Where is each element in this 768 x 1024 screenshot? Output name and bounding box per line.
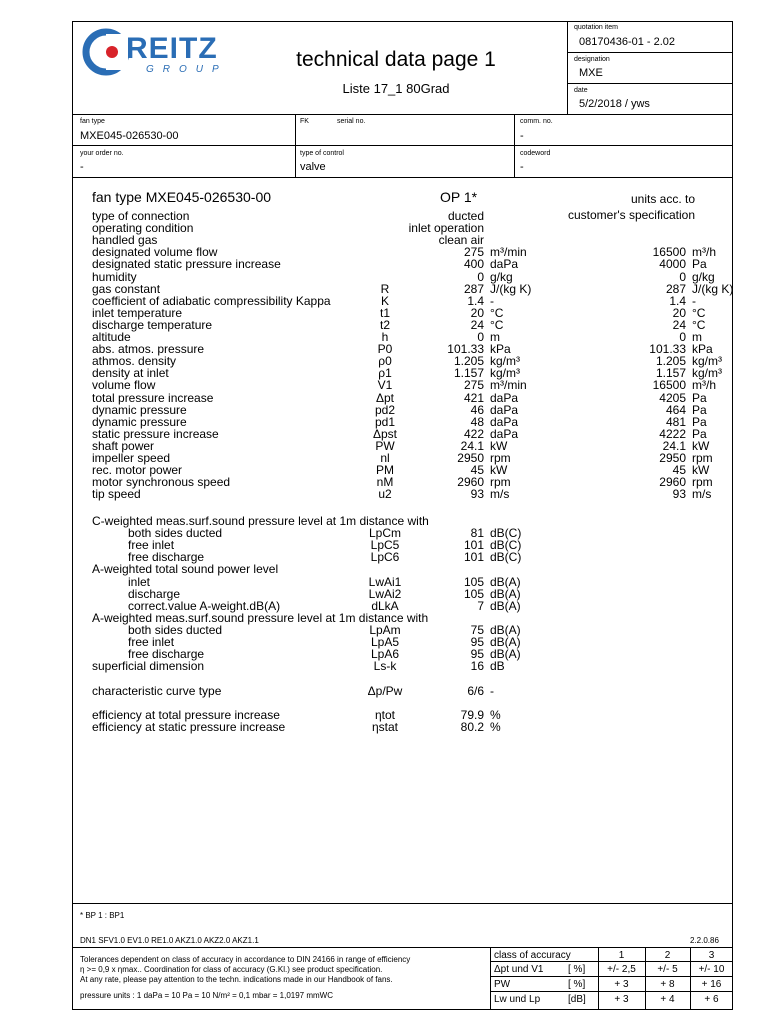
row-v1: 24.1 bbox=[460, 439, 484, 453]
row-sym: h bbox=[381, 330, 389, 344]
row-u1: daPa bbox=[490, 403, 519, 417]
row-v1: 0 bbox=[477, 330, 484, 344]
comm-value: - bbox=[520, 130, 524, 142]
row-u1: rpm bbox=[490, 451, 511, 465]
row-sym: LpA5 bbox=[370, 635, 400, 649]
codeword-label: codeword bbox=[520, 150, 551, 157]
row-sym: LpCm bbox=[368, 526, 401, 540]
units-note-line1: units acc. to bbox=[630, 192, 695, 206]
row-v2: 24.1 bbox=[662, 439, 686, 453]
row-u2: - bbox=[692, 294, 696, 308]
table-row bbox=[0, 624, 680, 636]
table-row bbox=[0, 576, 680, 588]
company-logo bbox=[80, 26, 240, 86]
version-string: DN1 SFV1.0 EV1.0 RE1.0 AKZ1.0 AKZ2.0 AKZ1.1 bbox=[80, 936, 259, 945]
tolerance-line-2: η >= 0,9 x ηmax.. Coordination for class of accuracy (G.Kl.) see product specification. bbox=[80, 965, 383, 974]
row-u1: % bbox=[490, 708, 501, 722]
row-u1: m³/min bbox=[490, 245, 527, 259]
fk-label: FK bbox=[300, 118, 309, 125]
table-row bbox=[0, 487, 712, 501]
row-u1: J/(kg K) bbox=[490, 282, 532, 296]
header-right-divider bbox=[567, 21, 568, 114]
row-v1: 421 bbox=[463, 391, 484, 405]
row-u1: - bbox=[490, 294, 494, 308]
row-sym: PW bbox=[375, 439, 395, 453]
row-u1: kg/m³ bbox=[490, 354, 520, 368]
row-u1: dB(A) bbox=[490, 575, 521, 589]
serial-label: serial no. bbox=[337, 118, 366, 125]
row-v2: 2950 bbox=[659, 451, 686, 465]
row-v1: 101.33 bbox=[447, 342, 484, 356]
row-u1: kW bbox=[490, 463, 508, 477]
row-label: athmos. density bbox=[92, 354, 177, 368]
table-row bbox=[0, 563, 680, 575]
row-v2: 0 bbox=[679, 270, 686, 284]
accuracy-cell: + 16 bbox=[701, 979, 722, 990]
row-sym: pd1 bbox=[374, 415, 396, 429]
table-row bbox=[0, 257, 707, 271]
accuracy-cell: +/- 2,5 bbox=[607, 964, 636, 975]
row-u1: daPa bbox=[490, 415, 519, 429]
row-v1: 275 bbox=[463, 378, 484, 392]
accuracy-header-c1: 1 bbox=[618, 950, 625, 961]
row-sym: nM bbox=[376, 475, 394, 489]
table-row bbox=[0, 636, 680, 648]
row-u1: kg/m³ bbox=[490, 366, 520, 380]
row-sym: pd2 bbox=[374, 403, 396, 417]
row-u2: m³/h bbox=[692, 245, 716, 259]
row-label: handled gas bbox=[92, 233, 158, 247]
row-v2: 101.33 bbox=[649, 342, 686, 356]
row-sym: R bbox=[380, 282, 390, 296]
row-u1: dB(C) bbox=[490, 526, 522, 540]
row-label: gas constant bbox=[92, 282, 161, 296]
row-u2: kW bbox=[692, 439, 710, 453]
row-u2: rpm bbox=[692, 451, 713, 465]
row-u1: - bbox=[490, 684, 494, 698]
row-v1: 105 bbox=[463, 575, 484, 589]
row-u1: dB(A) bbox=[490, 635, 521, 649]
row-label: correct.value A-weight.dB(A) bbox=[128, 599, 281, 613]
row-u2: m/s bbox=[692, 487, 712, 501]
row-label: free discharge bbox=[128, 647, 205, 661]
row-u2: Pa bbox=[692, 415, 707, 429]
row-sym: LpC5 bbox=[370, 538, 400, 552]
accuracy-row-label: PW bbox=[494, 979, 511, 990]
accuracy-header-c3: 3 bbox=[708, 950, 715, 961]
row-v1: 48 bbox=[470, 415, 484, 429]
table-row bbox=[0, 515, 680, 527]
row-v1: 20 bbox=[470, 306, 484, 320]
row-v2: 4222 bbox=[659, 427, 686, 441]
row-label: operating condition bbox=[92, 221, 194, 235]
row-u2: Pa bbox=[692, 403, 707, 417]
row-sym: Δpst bbox=[372, 427, 398, 441]
row-label: discharge temperature bbox=[92, 318, 213, 332]
row-v1: 0 bbox=[477, 270, 484, 284]
row-label: volume flow bbox=[92, 378, 156, 392]
tolerance-line-3: At any rate, please pay attention to the techn. indications made in our Handbook of fans. bbox=[80, 975, 393, 984]
row-label: humidity bbox=[92, 270, 137, 284]
row-u1: dB(A) bbox=[490, 623, 521, 637]
row-v1: 422 bbox=[463, 427, 484, 441]
row-u1: dB(A) bbox=[490, 599, 521, 613]
row-sym: ρ1 bbox=[378, 366, 392, 380]
row-sym: LpA6 bbox=[370, 647, 400, 661]
quotation-item-value: 08170436-01 - 2.02 bbox=[579, 36, 676, 48]
row-v1: 24 bbox=[470, 318, 484, 332]
row-u2: m bbox=[692, 330, 702, 344]
row-sym: ηstat bbox=[371, 720, 398, 734]
fan-type-value: MXE045-026530-00 bbox=[80, 130, 179, 142]
row-v1: 95 bbox=[470, 635, 484, 649]
row-v2: 93 bbox=[672, 487, 686, 501]
row-v1: 7 bbox=[477, 599, 484, 613]
row-v1: 2960 bbox=[457, 475, 484, 489]
main-fan-type: fan type MXE045-026530-00 bbox=[92, 189, 272, 205]
accuracy-header-c2: 2 bbox=[664, 950, 671, 961]
row-v1: 79.9 bbox=[460, 708, 484, 722]
row-u1: % bbox=[490, 720, 501, 734]
row-u1: daPa bbox=[490, 391, 519, 405]
row-sym: P0 bbox=[377, 342, 393, 356]
row-label: free inlet bbox=[128, 538, 175, 552]
row-v1: inlet operation bbox=[408, 221, 484, 235]
row-label: impeller speed bbox=[92, 451, 171, 465]
row-label: type of connection bbox=[92, 209, 190, 223]
row-v1: 2950 bbox=[457, 451, 484, 465]
order-value: - bbox=[80, 161, 84, 173]
row-u1: dB(A) bbox=[490, 587, 521, 601]
row-label: dynamic pressure bbox=[92, 403, 187, 417]
footer-top-line bbox=[72, 903, 733, 904]
accuracy-row-label: Δpt und V1 bbox=[494, 964, 544, 975]
row-v2: 0 bbox=[679, 330, 686, 344]
row-u2: kW bbox=[692, 463, 710, 477]
row-v1: 45 bbox=[470, 463, 484, 477]
row-label: inlet temperature bbox=[92, 306, 183, 320]
header-bottom-line bbox=[72, 114, 733, 115]
row-u1: °C bbox=[490, 306, 504, 320]
row-u1: dB(C) bbox=[490, 538, 522, 552]
row-label: density at inlet bbox=[92, 366, 169, 380]
row-v1: 400 bbox=[463, 257, 484, 271]
page-subtitle: Liste 17_1 80Grad bbox=[342, 81, 450, 96]
quotation-item-label: quotation item bbox=[574, 24, 618, 31]
row-sym: V1 bbox=[377, 378, 393, 392]
row-label: free inlet bbox=[128, 635, 175, 649]
row-label: both sides ducted bbox=[128, 526, 223, 540]
control-label: type of control bbox=[300, 150, 344, 157]
control-value: valve bbox=[300, 161, 326, 173]
row-v1: clean air bbox=[438, 233, 484, 247]
table-row bbox=[0, 721, 680, 733]
row-label: designated static pressure increase bbox=[92, 257, 281, 271]
row-label: characteristic curve type bbox=[92, 684, 222, 698]
row-u1: daPa bbox=[490, 257, 519, 271]
row-sym: Δp/Pw bbox=[367, 684, 403, 698]
row-sym: Δpt bbox=[375, 391, 395, 405]
table-row bbox=[0, 588, 680, 600]
row-v1: 80.2 bbox=[460, 720, 484, 734]
accuracy-cell: + 3 bbox=[614, 979, 629, 990]
row-v2: 481 bbox=[665, 415, 686, 429]
row-sym: LwAi2 bbox=[368, 587, 402, 601]
accuracy-cell: +/- 10 bbox=[698, 964, 725, 975]
row-label: dynamic pressure bbox=[92, 415, 187, 429]
row-v1: 46 bbox=[470, 403, 484, 417]
table-row bbox=[0, 660, 680, 672]
row-u1: m/s bbox=[490, 487, 510, 501]
row-label: C-weighted meas.surf.sound pressure level at 1m distance with bbox=[92, 514, 429, 528]
date-label: date bbox=[574, 87, 588, 94]
row-u2: °C bbox=[692, 318, 706, 332]
row-u1: daPa bbox=[490, 427, 519, 441]
row-label: free discharge bbox=[128, 550, 205, 564]
row-u1: m³/min bbox=[490, 378, 527, 392]
row-label: discharge bbox=[128, 587, 181, 601]
accuracy-row-unit: [dB] bbox=[568, 994, 586, 1005]
row-v2: 4000 bbox=[659, 257, 686, 271]
row-u1: g/kg bbox=[490, 270, 513, 284]
row-u1: m bbox=[490, 330, 500, 344]
row-label: total pressure increase bbox=[92, 391, 214, 405]
row-v1: 6/6 bbox=[467, 684, 484, 698]
row-v1: 105 bbox=[463, 587, 484, 601]
row-v1: ducted bbox=[447, 209, 484, 223]
row-u2: kg/m³ bbox=[692, 354, 722, 368]
row-label: static pressure increase bbox=[92, 427, 219, 441]
row-u2: kPa bbox=[692, 342, 713, 356]
row-v1: 95 bbox=[470, 647, 484, 661]
designation-value: MXE bbox=[579, 67, 603, 79]
row-label: efficiency at static pressure increase bbox=[92, 720, 286, 734]
accuracy-row-unit: [ %] bbox=[568, 964, 586, 975]
row-label: altitude bbox=[92, 330, 131, 344]
row-label: tip speed bbox=[92, 487, 141, 501]
row-label: both sides ducted bbox=[128, 623, 223, 637]
row-sym: nl bbox=[380, 451, 390, 465]
operating-point: OP 1* bbox=[440, 189, 478, 205]
row-v1: 16 bbox=[470, 659, 484, 673]
table-row bbox=[0, 378, 716, 392]
accuracy-row-unit: [ %] bbox=[568, 979, 586, 990]
row-v1: 1.205 bbox=[453, 354, 484, 368]
accuracy-cell: +/- 5 bbox=[657, 964, 678, 975]
accuracy-cell: + 8 bbox=[660, 979, 675, 990]
table-row bbox=[0, 539, 680, 551]
row-u2: kg/m³ bbox=[692, 366, 722, 380]
logo-group-name: GROUP bbox=[146, 64, 228, 75]
table-row bbox=[0, 527, 680, 539]
row-sym: LpAm bbox=[369, 623, 401, 637]
row-v2: 16500 bbox=[652, 378, 686, 392]
row-u2: m³/h bbox=[692, 378, 716, 392]
date-value: 5/2/2018 / yws bbox=[579, 98, 650, 110]
accuracy-row-label: Lw und Lp bbox=[494, 994, 541, 1005]
row-u2: J/(kg K) bbox=[692, 282, 734, 296]
row-v1: 75 bbox=[470, 623, 484, 637]
page-title: technical data page 1 bbox=[296, 48, 496, 71]
row-v2: 1.157 bbox=[655, 366, 686, 380]
designation-label: designation bbox=[574, 56, 610, 63]
row-v1: 1.157 bbox=[453, 366, 484, 380]
accuracy-header-label: class of accuracy bbox=[494, 950, 571, 961]
row-v2: 24 bbox=[672, 318, 686, 332]
row-label: shaft power bbox=[92, 439, 155, 453]
row-sym: ηtot bbox=[374, 708, 395, 722]
row-v2: 464 bbox=[665, 403, 686, 417]
row-sym: t1 bbox=[379, 306, 390, 320]
codeword-value: - bbox=[520, 161, 524, 173]
row-u1: kPa bbox=[490, 342, 511, 356]
fan-type-label: fan type bbox=[80, 118, 105, 125]
row-u1: kW bbox=[490, 439, 508, 453]
row-v1: 101 bbox=[463, 550, 484, 564]
row-v2: 2960 bbox=[659, 475, 686, 489]
order-label: your order no. bbox=[80, 150, 124, 157]
row-label: A-weighted total sound power level bbox=[92, 562, 279, 576]
row-v1: 1.4 bbox=[467, 294, 484, 308]
row-v1: 101 bbox=[463, 538, 484, 552]
row-u2: rpm bbox=[692, 475, 713, 489]
row-v2: 4205 bbox=[659, 391, 686, 405]
row-u1: rpm bbox=[490, 475, 511, 489]
row-v1: 275 bbox=[463, 245, 484, 259]
version-number: 2.2.0.86 bbox=[690, 936, 719, 945]
row-u1: dB(C) bbox=[490, 550, 522, 564]
pressure-units-line: pressure units : 1 daPa = 10 Pa = 10 N/m² = 0,1 mbar = 1,0197 mmWC bbox=[80, 991, 334, 1000]
row-u1: dB(A) bbox=[490, 647, 521, 661]
row-label: motor synchronous speed bbox=[92, 475, 231, 489]
row-v2: 1.4 bbox=[669, 294, 686, 308]
table-row bbox=[0, 685, 680, 697]
row-v2: 1.205 bbox=[655, 354, 686, 368]
row-u2: Pa bbox=[692, 257, 707, 271]
row-u2: g/kg bbox=[692, 270, 715, 284]
row-u2: Pa bbox=[692, 427, 707, 441]
accuracy-cell: + 3 bbox=[614, 994, 629, 1005]
row-sym: LpC6 bbox=[370, 550, 400, 564]
row-label: abs. atmos. pressure bbox=[92, 342, 205, 356]
row-u2: °C bbox=[692, 306, 706, 320]
row-sym: ρ0 bbox=[378, 354, 392, 368]
units-note-line2: customer's specification bbox=[567, 208, 695, 222]
row-sym: LwAi1 bbox=[368, 575, 402, 589]
row-label: A-weighted meas.surf.sound pressure level at 1m distance with bbox=[92, 611, 429, 625]
row-v1: 81 bbox=[470, 526, 484, 540]
row-label: rec. motor power bbox=[92, 463, 183, 477]
accuracy-cell: + 4 bbox=[660, 994, 675, 1005]
row-v1: 287 bbox=[463, 282, 484, 296]
row-v2: 20 bbox=[672, 306, 686, 320]
tolerance-line-1: Tolerances dependent on class of accuracy in accordance to DIN 24166 in range of efficiency bbox=[80, 955, 411, 964]
row-sym: dLkA bbox=[371, 599, 399, 613]
row-label: efficiency at total pressure increase bbox=[92, 708, 280, 722]
row-label: designated volume flow bbox=[92, 245, 218, 259]
row-sym: PM bbox=[376, 463, 394, 477]
row-u1: °C bbox=[490, 318, 504, 332]
table-row bbox=[0, 612, 680, 624]
row-label: inlet bbox=[128, 575, 151, 589]
bp-note: * BP 1 : BP1 bbox=[80, 911, 125, 920]
comm-label: comm. no. bbox=[520, 118, 553, 125]
row-u1: dB bbox=[490, 659, 505, 673]
row-label: coefficient of adiabatic compressibility Kappa bbox=[92, 294, 331, 308]
row-v1: 93 bbox=[470, 487, 484, 501]
row-sym: Ls-k bbox=[373, 659, 397, 673]
row-u2: Pa bbox=[692, 391, 707, 405]
row-sym: t2 bbox=[379, 318, 390, 332]
row-sym: K bbox=[380, 294, 389, 308]
row-sym: u2 bbox=[378, 487, 392, 501]
row-label: superficial dimension bbox=[92, 659, 205, 673]
row-v2: 287 bbox=[665, 282, 686, 296]
row-v2: 16500 bbox=[652, 245, 686, 259]
accuracy-cell: + 6 bbox=[704, 994, 719, 1005]
row-v2: 45 bbox=[672, 463, 686, 477]
logo-company-name: REITZ bbox=[126, 32, 218, 65]
